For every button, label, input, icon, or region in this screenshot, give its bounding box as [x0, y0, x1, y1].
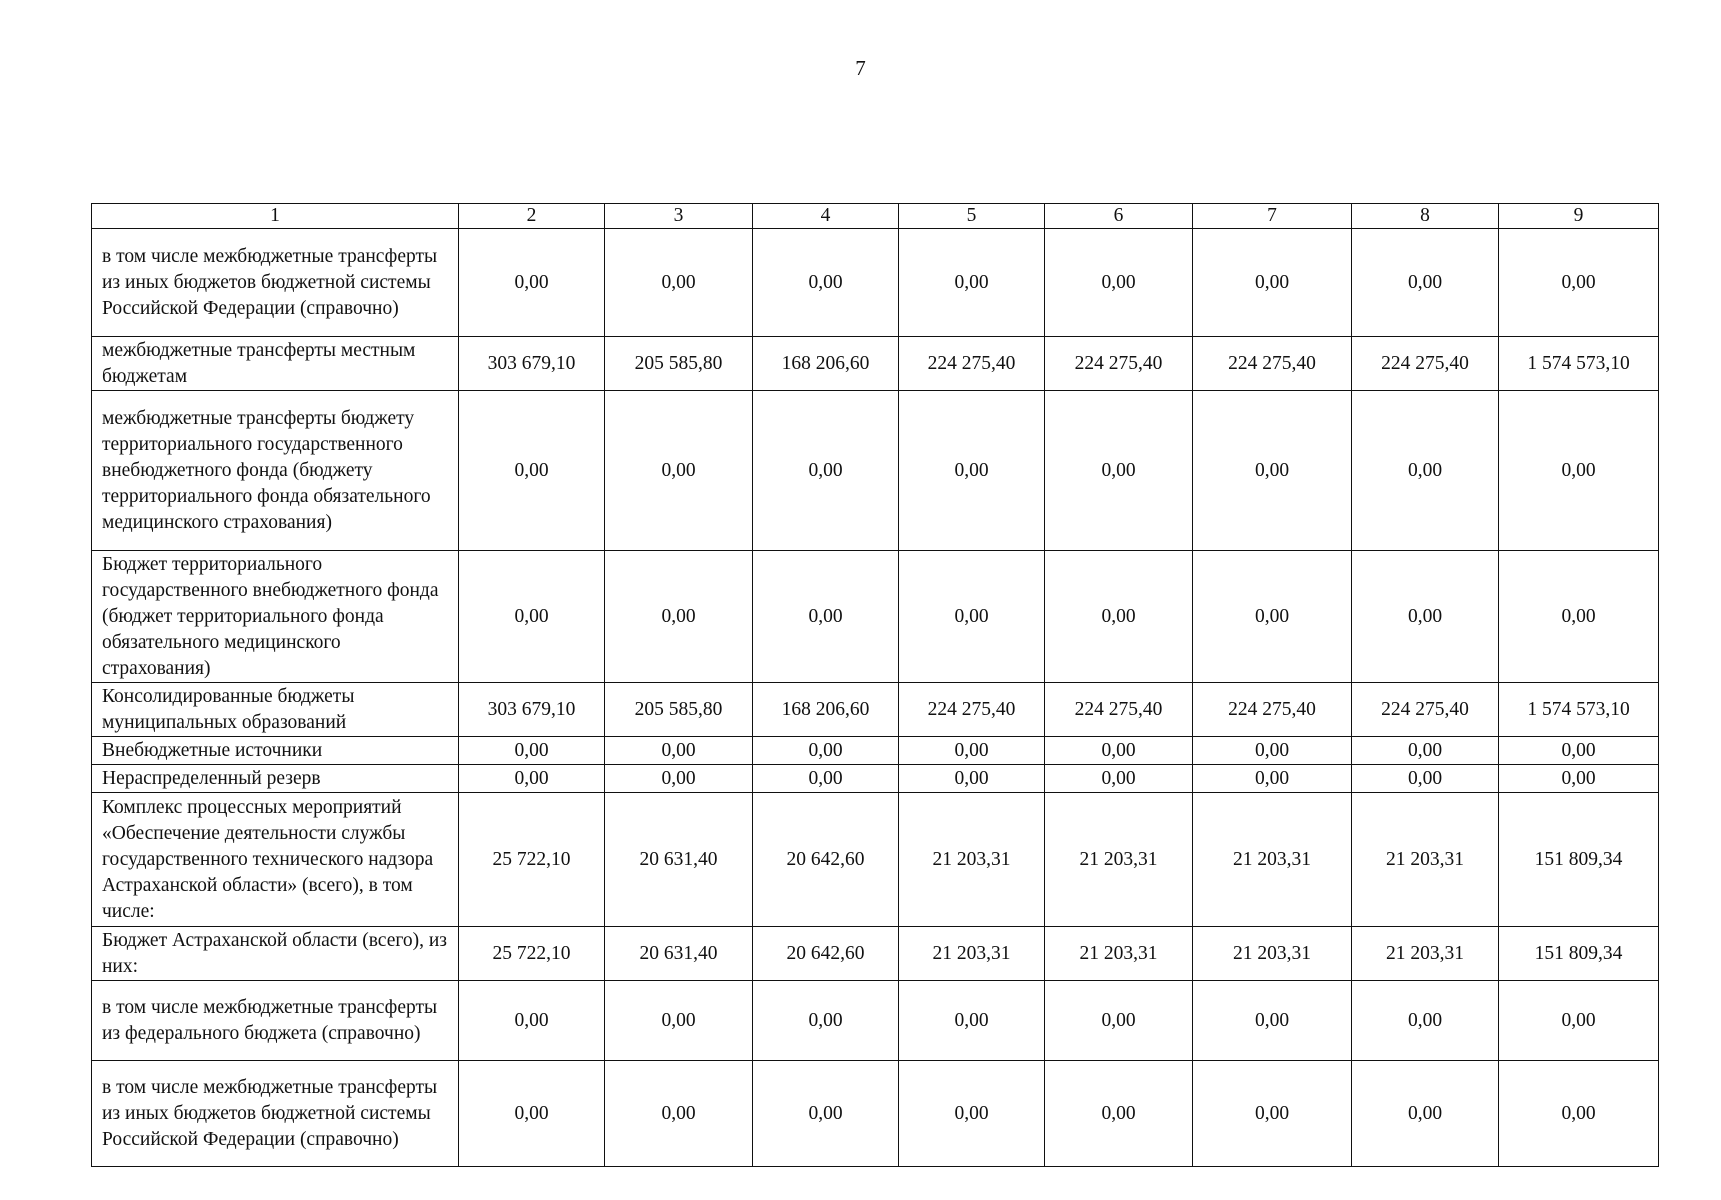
- table-cell: 224 275,40: [1045, 683, 1193, 737]
- table-cell: 20 642,60: [753, 793, 899, 927]
- row-label: Бюджет территориального государственного внебюджетного фонда (бюджет территориального фонда обязательного медицинского страхования): [92, 551, 459, 683]
- table-cell: 0,00: [1045, 981, 1193, 1061]
- table-cell: 21 203,31: [899, 927, 1045, 981]
- table-cell: 0,00: [459, 981, 605, 1061]
- table-cell: 303 679,10: [459, 683, 605, 737]
- table-cell: 0,00: [899, 737, 1045, 765]
- column-header: 1: [92, 204, 459, 229]
- table-cell: 224 275,40: [899, 683, 1045, 737]
- table-row: [92, 683, 1659, 737]
- table-cell: 21 203,31: [1352, 793, 1499, 927]
- table-cell: 0,00: [1352, 229, 1499, 337]
- column-header: 4: [753, 204, 899, 229]
- table-cell: 0,00: [459, 551, 605, 683]
- table-cell: 151 809,34: [1499, 927, 1659, 981]
- row-label: в том числе межбюджетные трансферты из федерального бюджета (справочно): [92, 981, 459, 1061]
- column-header: 5: [899, 204, 1045, 229]
- row-label: межбюджетные трансферты бюджету территориального государственного внебюджетного фонда (бюджету территориального фонда обязательного медицинского страхования): [92, 391, 459, 551]
- table-cell: 205 585,80: [605, 337, 753, 391]
- table-cell: 0,00: [1499, 551, 1659, 683]
- table-cell: 0,00: [1352, 1061, 1499, 1167]
- table-cell: 0,00: [1193, 981, 1352, 1061]
- table-cell: 0,00: [1193, 1061, 1352, 1167]
- table-row: [92, 737, 1659, 765]
- table-cell: 0,00: [459, 1061, 605, 1167]
- table-cell: 25 722,10: [459, 793, 605, 927]
- table-cell: 0,00: [1045, 229, 1193, 337]
- table-cell: 0,00: [1045, 765, 1193, 793]
- row-label: Бюджет Астраханской области (всего), из них:: [92, 927, 459, 981]
- table-cell: 0,00: [1499, 737, 1659, 765]
- row-label: Нераспределенный резерв: [92, 765, 459, 793]
- column-header: 7: [1193, 204, 1352, 229]
- table-cell: 0,00: [1352, 981, 1499, 1061]
- table-row: [92, 391, 1659, 551]
- table-cell: 0,00: [1045, 737, 1193, 765]
- table-cell: 0,00: [753, 1061, 899, 1167]
- table-cell: 1 574 573,10: [1499, 683, 1659, 737]
- table-row: [92, 981, 1659, 1061]
- table-cell: 0,00: [753, 981, 899, 1061]
- table-row: [92, 927, 1659, 981]
- table-cell: 21 203,31: [1045, 793, 1193, 927]
- table-cell: 0,00: [753, 391, 899, 551]
- table-cell: 224 275,40: [1352, 683, 1499, 737]
- table-cell: 0,00: [459, 737, 605, 765]
- table-cell: 0,00: [753, 229, 899, 337]
- table-cell: 0,00: [899, 981, 1045, 1061]
- table-cell: 0,00: [605, 229, 753, 337]
- column-header: 2: [459, 204, 605, 229]
- table-cell: 224 275,40: [899, 337, 1045, 391]
- table-cell: 168 206,60: [753, 683, 899, 737]
- row-label: в том числе межбюджетные трансферты из иных бюджетов бюджетной системы Российской Федерации (справочно): [92, 1061, 459, 1167]
- table-cell: 0,00: [1193, 229, 1352, 337]
- table-cell: 0,00: [1499, 391, 1659, 551]
- table-cell: 21 203,31: [1193, 927, 1352, 981]
- table-row: [92, 765, 1659, 793]
- table-header-row: [92, 204, 1659, 229]
- row-label: межбюджетные трансферты местным бюджетам: [92, 337, 459, 391]
- table-cell: 0,00: [899, 1061, 1045, 1167]
- page-number: 7: [855, 56, 866, 80]
- table-cell: 0,00: [1499, 1061, 1659, 1167]
- table-cell: 20 631,40: [605, 793, 753, 927]
- table-cell: 205 585,80: [605, 683, 753, 737]
- table-cell: 0,00: [1352, 737, 1499, 765]
- budget-table: [91, 203, 1659, 1167]
- table-cell: 0,00: [1045, 1061, 1193, 1167]
- table-cell: 21 203,31: [1352, 927, 1499, 981]
- table-cell: 0,00: [605, 551, 753, 683]
- table-cell: 20 642,60: [753, 927, 899, 981]
- row-label: Комплекс процессных мероприятий «Обеспечение деятельности службы государственного технического надзора Астраханской области» (всего), в том числе:: [92, 793, 459, 927]
- row-label: в том числе межбюджетные трансферты из иных бюджетов бюджетной системы Российской Федерации (справочно): [92, 229, 459, 337]
- column-header: 3: [605, 204, 753, 229]
- table-cell: 0,00: [753, 551, 899, 683]
- table-cell: 0,00: [899, 551, 1045, 683]
- table-cell: 0,00: [753, 737, 899, 765]
- row-label: Консолидированные бюджеты муниципальных образований: [92, 683, 459, 737]
- table-cell: 0,00: [1045, 391, 1193, 551]
- table-cell: 20 631,40: [605, 927, 753, 981]
- column-header: 9: [1499, 204, 1659, 229]
- table-cell: 0,00: [1045, 551, 1193, 683]
- table-cell: 0,00: [1193, 737, 1352, 765]
- table-cell: 0,00: [459, 391, 605, 551]
- table-row: [92, 229, 1659, 337]
- row-label: Внебюджетные источники: [92, 737, 459, 765]
- table-cell: 21 203,31: [1045, 927, 1193, 981]
- table-row: [92, 551, 1659, 683]
- table-cell: 0,00: [1352, 551, 1499, 683]
- table-cell: 0,00: [1352, 765, 1499, 793]
- table-cell: 0,00: [605, 391, 753, 551]
- table-cell: 0,00: [899, 391, 1045, 551]
- table-cell: 0,00: [1499, 981, 1659, 1061]
- table-cell: 0,00: [1193, 765, 1352, 793]
- table-cell: 0,00: [899, 229, 1045, 337]
- table-cell: 224 275,40: [1193, 337, 1352, 391]
- table-cell: 25 722,10: [459, 927, 605, 981]
- table-cell: 21 203,31: [1193, 793, 1352, 927]
- table-cell: 1 574 573,10: [1499, 337, 1659, 391]
- table-cell: 0,00: [605, 765, 753, 793]
- table-cell: 224 275,40: [1193, 683, 1352, 737]
- table-cell: 0,00: [605, 1061, 753, 1167]
- table-cell: 0,00: [1499, 765, 1659, 793]
- table-cell: 21 203,31: [899, 793, 1045, 927]
- column-header: 8: [1352, 204, 1499, 229]
- table-cell: 0,00: [605, 981, 753, 1061]
- table-row: [92, 793, 1659, 927]
- table-body: [92, 229, 1659, 1167]
- table-cell: 0,00: [459, 765, 605, 793]
- table-cell: 224 275,40: [1352, 337, 1499, 391]
- table-cell: 0,00: [1499, 229, 1659, 337]
- table-cell: 0,00: [605, 737, 753, 765]
- table-cell: 0,00: [1193, 391, 1352, 551]
- column-header: 6: [1045, 204, 1193, 229]
- table-cell: 0,00: [899, 765, 1045, 793]
- table-cell: 0,00: [1352, 391, 1499, 551]
- table-row: [92, 337, 1659, 391]
- table-cell: 0,00: [753, 765, 899, 793]
- table-row: [92, 1061, 1659, 1167]
- table-cell: 151 809,34: [1499, 793, 1659, 927]
- table-cell: 303 679,10: [459, 337, 605, 391]
- table-cell: 0,00: [459, 229, 605, 337]
- table-cell: 224 275,40: [1045, 337, 1193, 391]
- table-cell: 0,00: [1193, 551, 1352, 683]
- table-cell: 168 206,60: [753, 337, 899, 391]
